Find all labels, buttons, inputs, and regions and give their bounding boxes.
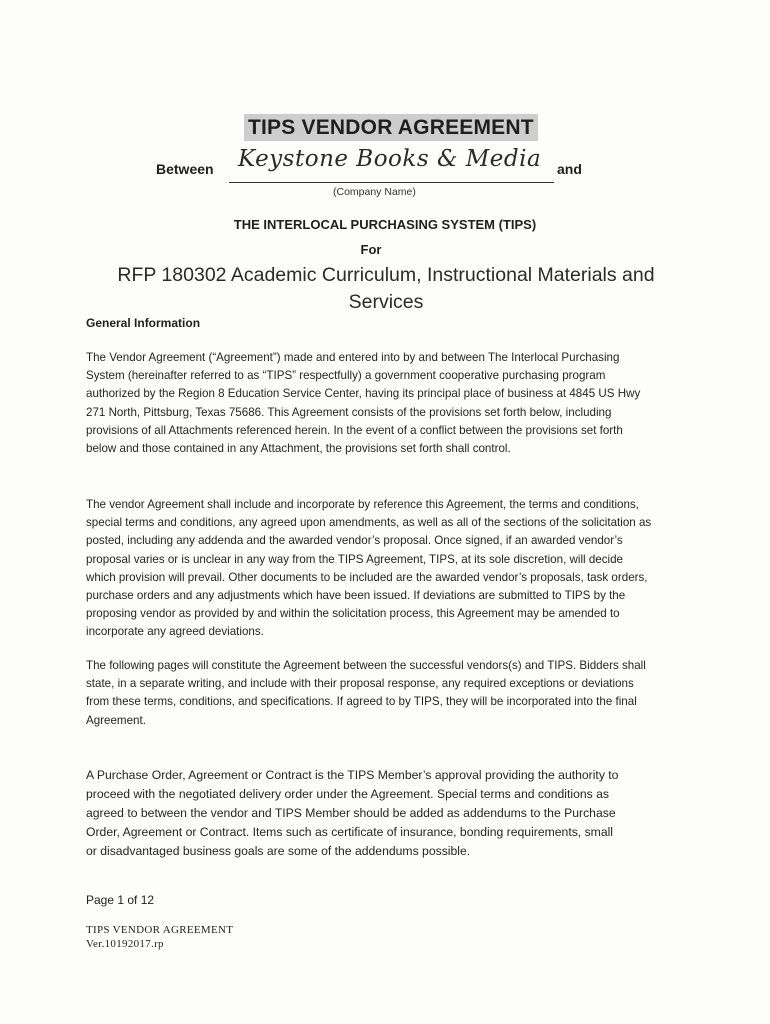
and-label: and [557, 161, 582, 177]
for-label: For [360, 242, 382, 257]
paragraph: A Purchase Order, Agreement or Contract is the TIPS Member’s approval providing the authority to proceed with the negotiated delivery order under the Agreement. Special terms and conditions as agreed to between the vendor and TIPS Member should be added as addendums to the Purchase Order, Agreement or Contract. Items such as certificate of insurance, bonding requirements, small or disadvantaged business goals are some of the addendums possible. [86, 768, 619, 858]
between-label: Between [156, 161, 214, 177]
footer-title: TIPS VENDOR AGREEMENT [86, 924, 234, 936]
company-name-caption: (Company Name) [333, 186, 416, 198]
organization-name: THE INTERLOCAL PURCHASING SYSTEM (TIPS) [233, 217, 537, 232]
paragraph: The following pages will constitute the Agreement between the successful vendors(s) and TIPS. Bidders shall state, in a separate writing, and include with their proposal response, any required exceptions or deviations from these terms, conditions, and specifications. If agreed to by TIPS, they will be incorporated into the final Agreement. [86, 659, 646, 727]
section-heading: General Information [86, 316, 201, 330]
footer-version: Ver.10192017.rp [86, 938, 164, 950]
document-title: TIPS VENDOR AGREEMENT [244, 114, 538, 141]
company-name-line [229, 182, 554, 183]
page-number: Page 1 of 12 [86, 893, 155, 907]
rfp-title: RFP 180302 Academic Curriculum, Instructional Materials and Services [117, 264, 655, 313]
company-name-handwritten: Keystone Books & Media [238, 146, 542, 172]
paragraph: The vendor Agreement shall include and incorporate by reference this Agreement, the terms and conditions, special terms and conditions, any agreed upon amendments, as well as all of the sections of the solicitation as posted, including any addenda and the awarded vendor’s proposal. Once signed, if an awarded vendor’s proposal varies or is unclear in any way from the TIPS Agreement, TIPS, at its sole discretion, will decide which provision will prevail. Other documents to be included are the awarded vendor’s proposals, task orders, purchase orders and any adjustments which have been issued. If deviations are submitted to TIPS by the proposing vendor as provided by and within the solicitation process, this Agreement may be amended to incorporate any agreed deviations. [86, 498, 652, 639]
paragraph: The Vendor Agreement (“Agreement”) made and entered into by and between The Interlocal Purchasing System (hereinafter referred to as “TIPS” respectfully) a government cooperative purchasing program authorized by the Region 8 Education Service Center, having its principal place of business at 4845 US Hwy 271 North, Pittsburg, Texas 75686. This Agreement consists of the provisions set forth below, including provisions of all Attachments referenced herein. In the event of a conflict between the provisions set forth below and those contained in any Attachment, the provisions set forth shall control. [86, 351, 641, 456]
